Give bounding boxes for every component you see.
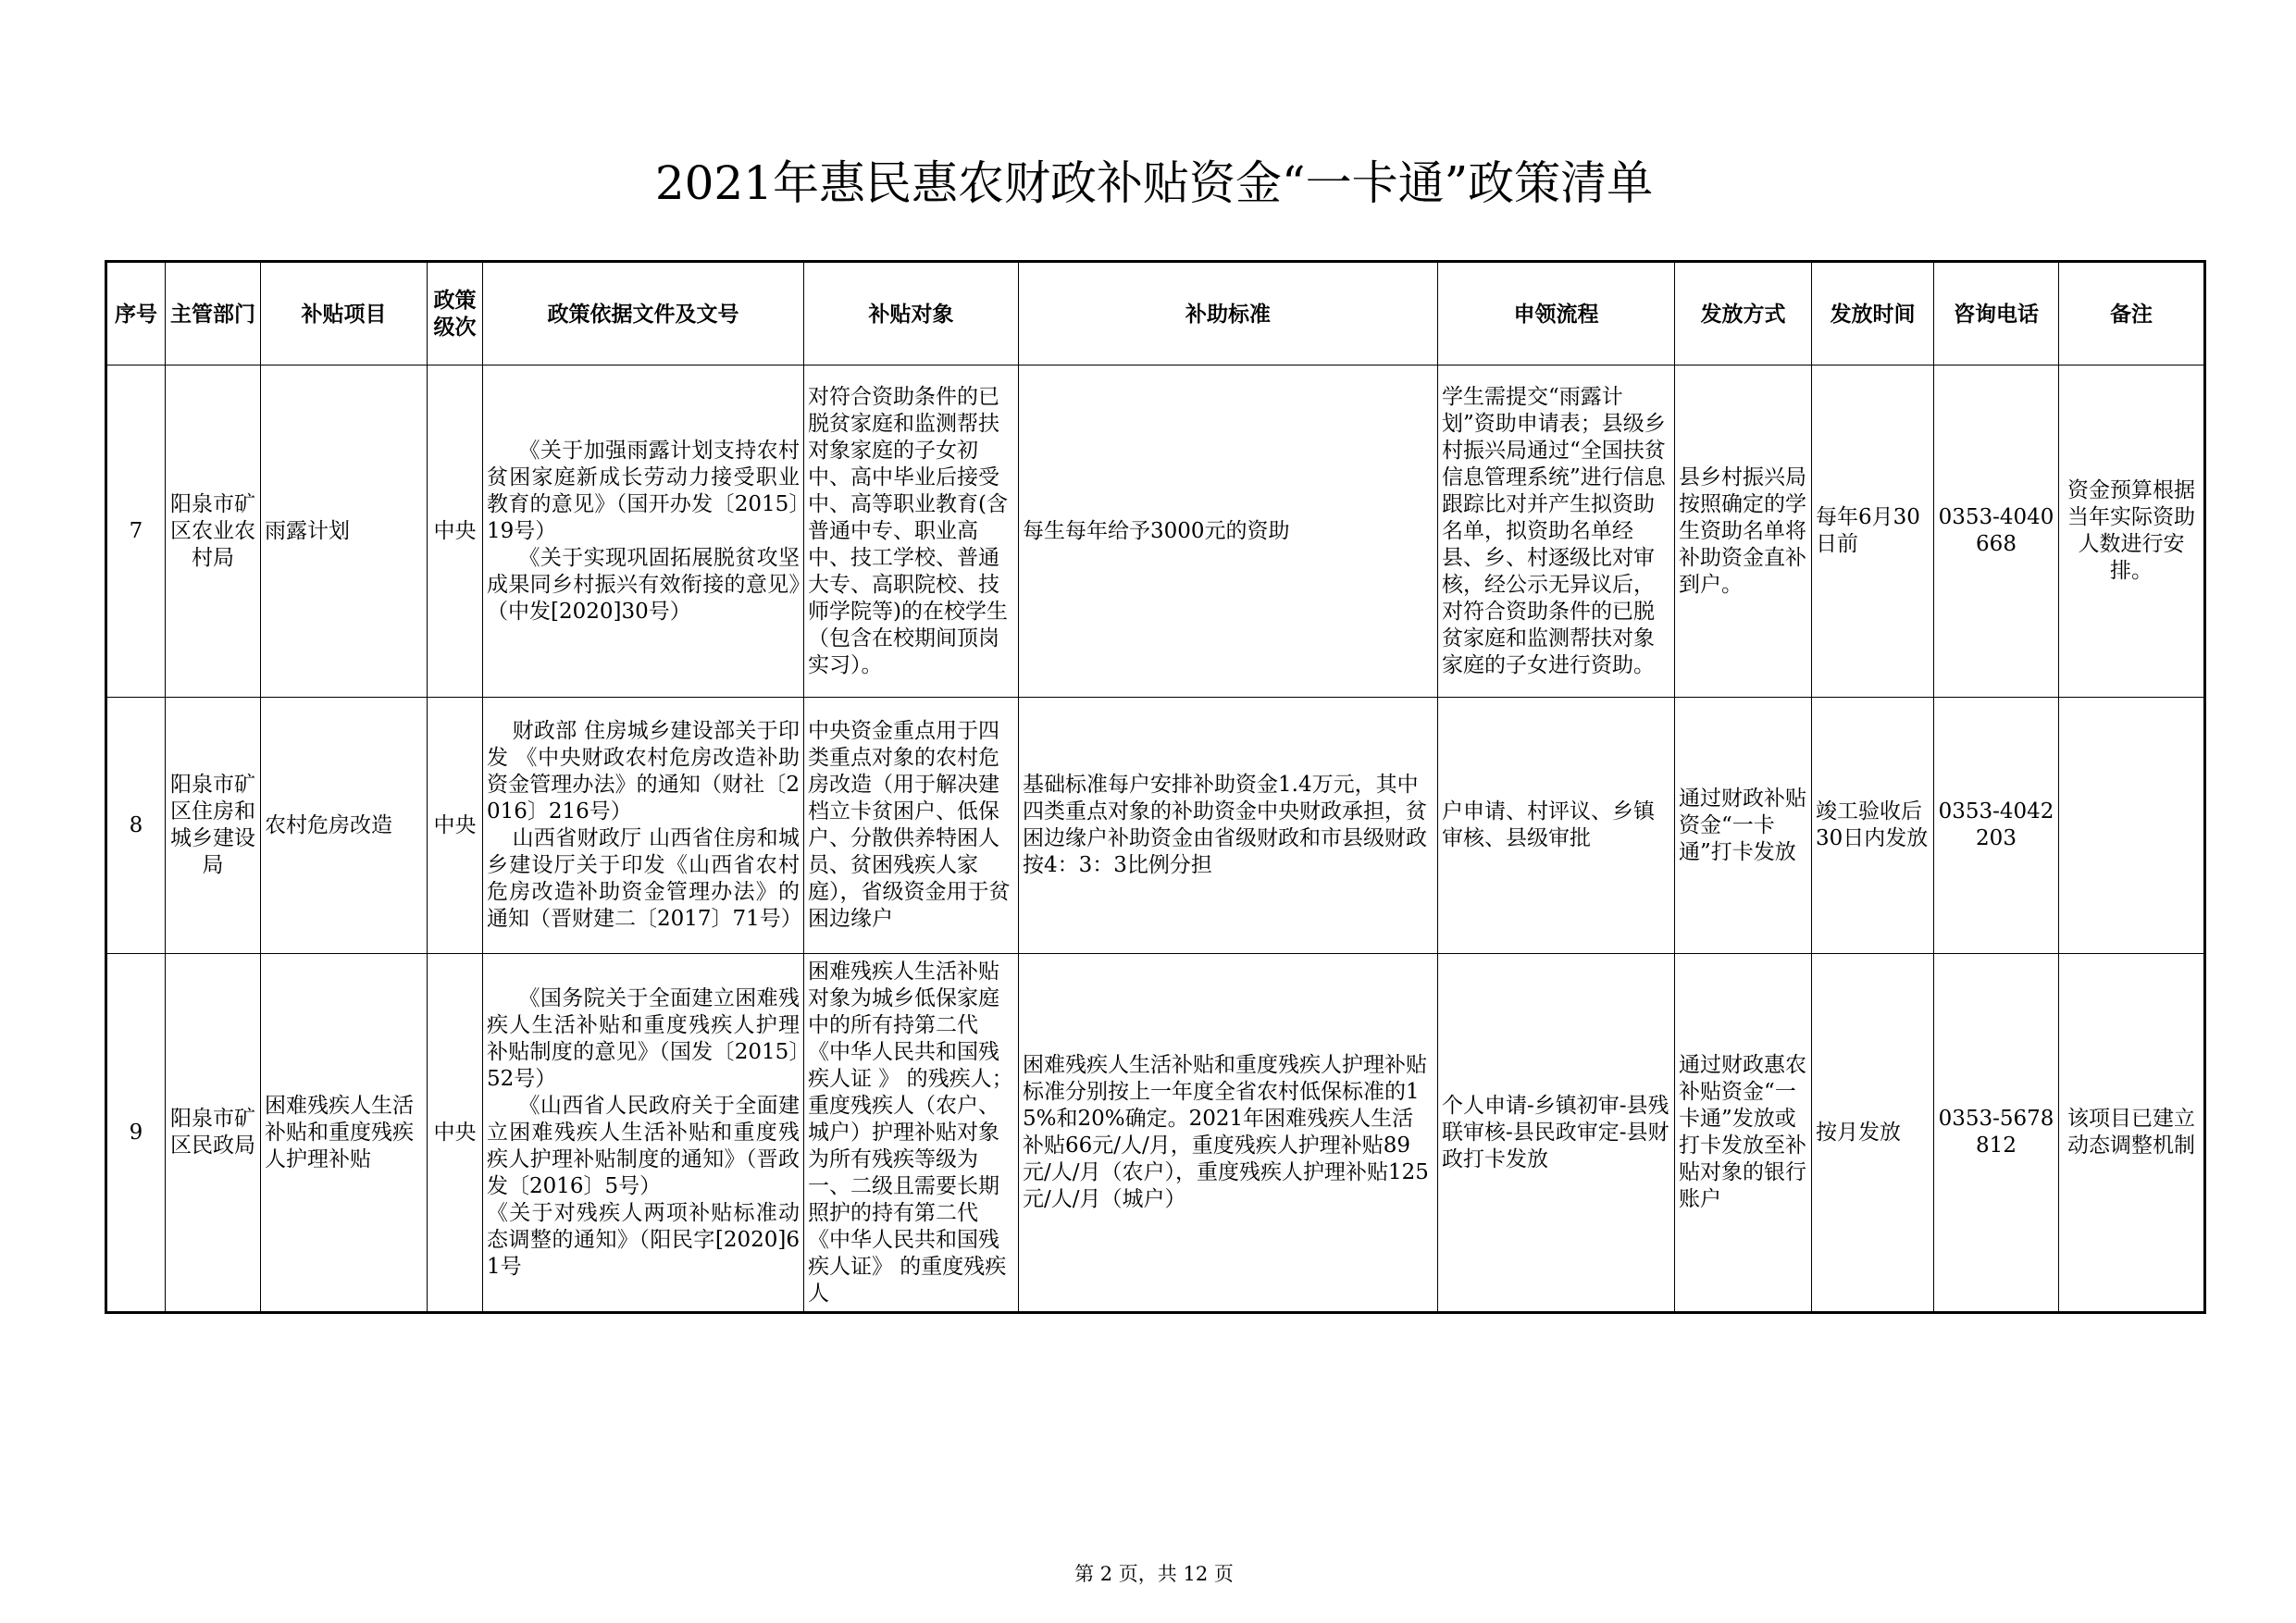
project-cell: 雨露计划 — [261, 365, 428, 698]
target-cell: 对符合资助条件的已脱贫家庭和监测帮扶对象家庭的子女初中、高中毕业后接受中、高等职业教育(含普通中专、职业高中、技工学校、普通大专、高职院校、技师学院等)的在校学生（包含在校期间顶岗实习）。 — [804, 365, 1019, 698]
target-cell: 中央资金重点用于四类重点对象的农村危房改造（用于解决建档立卡贫困户、低保户、分散供养特困人员、贫困残疾人家庭），省级资金用于贫困边缘户 — [804, 698, 1019, 954]
time-cell: 按月发放 — [1812, 954, 1934, 1313]
department-cell: 阳泉市矿区民政局 — [166, 954, 261, 1313]
header-project: 补贴项目 — [261, 262, 428, 365]
policy-table — [105, 260, 2206, 1314]
policy-doc: 《山西省人民政府关于全面建立困难残疾人生活补贴和重度残疾人护理补贴制度的通知》（晋政发〔2016〕5号） — [487, 1093, 800, 1198]
remark-cell: 该项目已建立动态调整机制 — [2059, 954, 2205, 1313]
table-header-row — [106, 262, 2205, 365]
header-remark: 备注 — [2059, 262, 2205, 365]
level-cell: 中央 — [428, 954, 483, 1313]
policy-doc: 财政部 住房城乡建设部关于印发 《中央财政农村危房改造补助资金管理办法》的通知（财社〔2016〕216号） — [487, 719, 800, 824]
policy-doc: 《关于对残疾人两项补贴标准动态调整的通知》（阳民字[2020]61号 — [487, 1200, 800, 1279]
header-department: 主管部门 — [166, 262, 261, 365]
policy-doc: 山西省财政厅 山西省住房和城乡建设厅关于印发《山西省农村危房改造补助资金管理办法》的通知（晋财建二〔2017〕71号） — [487, 826, 802, 931]
standard-cell: 基础标准每户安排补助资金1.4万元，其中四类重点对象的补助资金中央财政承担，贫困边缘户补助资金由省级财政和市县级财政按4：3：3比例分担 — [1019, 698, 1438, 954]
policy-doc: 《关于实现巩固拓展脱贫攻坚成果同乡村振兴有效衔接的意见》（中发[2020]30号） — [487, 545, 800, 624]
method-cell: 通过财政补贴资金“一卡通”打卡发放 — [1675, 698, 1812, 954]
policy-doc: 《国务院关于全面建立困难残疾人生活补贴和重度残疾人护理补贴制度的意见》（国发〔2015〕52号） — [487, 985, 800, 1091]
standard-cell: 困难残疾人生活补贴和重度残疾人护理补贴标准分别按上一年度全省农村低保标准的15%和20%确定。2021年困难残疾人生活补贴66元/人/月，重度残疾人护理补贴89元/人/月（农户），重度残疾人护理补贴125元/人/月（城户） — [1019, 954, 1438, 1313]
department-cell: 阳泉市矿区住房和城乡建设局 — [166, 698, 261, 954]
time-cell: 每年6月30日前 — [1812, 365, 1934, 698]
header-target: 补贴对象 — [804, 262, 1019, 365]
page-footer: 第 2 页，共 12 页 — [1074, 1563, 1234, 1585]
seq-cell: 8 — [106, 698, 166, 954]
page-title: 2021年惠民惠农财政补贴资金“一卡通”政策清单 — [654, 156, 1654, 210]
level-cell: 中央 — [428, 365, 483, 698]
header-policy: 政策依据文件及文号 — [483, 262, 804, 365]
procedure-cell: 户申请、村评议、乡镇审核、县级审批 — [1438, 698, 1675, 954]
policy-cell — [483, 365, 804, 698]
procedure-cell: 学生需提交“雨露计划”资助申请表；县级乡村振兴局通过“全国扶贫信息管理系统”进行信息跟踪比对并产生拟资助名单，拟资助名单经县、乡、村逐级比对审核，经公示无异议后，对符合资助条件的已脱贫家庭和监测帮扶对象家庭的子女进行资助。 — [1438, 365, 1675, 698]
phone-cell: 0353-5678812 — [1934, 954, 2059, 1313]
header-seq: 序号 — [106, 262, 166, 365]
remark-cell — [2059, 698, 2205, 954]
procedure-cell: 个人申请-乡镇初审-县残联审核-县民政审定-县财政打卡发放 — [1438, 954, 1675, 1313]
seq-cell: 9 — [106, 954, 166, 1313]
level-cell: 中央 — [428, 698, 483, 954]
phone-cell: 0353-4042203 — [1934, 698, 2059, 954]
header-level: 政策级次 — [428, 262, 483, 365]
standard-cell: 每生每年给予3000元的资助 — [1019, 365, 1438, 698]
header-procedure: 申领流程 — [1438, 262, 1675, 365]
seq-cell: 7 — [106, 365, 166, 698]
department-cell: 阳泉市矿区农业农村局 — [166, 365, 261, 698]
policy-cell — [483, 698, 804, 954]
remark-cell: 资金预算根据当年实际资助人数进行安排。 — [2059, 365, 2205, 698]
time-cell: 竣工验收后30日内发放 — [1812, 698, 1934, 954]
project-cell: 困难残疾人生活补贴和重度残疾人护理补贴 — [261, 954, 428, 1313]
header-time: 发放时间 — [1812, 262, 1934, 365]
header-phone: 咨询电话 — [1934, 262, 2059, 365]
phone-cell: 0353-4040668 — [1934, 365, 2059, 698]
table-row — [106, 954, 2205, 1313]
project-cell: 农村危房改造 — [261, 698, 428, 954]
method-cell: 通过财政惠农补贴资金“一卡通”发放或打卡发放至补贴对象的银行账户 — [1675, 954, 1812, 1313]
method-cell: 县乡村振兴局按照确定的学生资助名单将补助资金直补到户。 — [1675, 365, 1812, 698]
policy-cell — [483, 954, 804, 1313]
header-standard: 补助标准 — [1019, 262, 1438, 365]
target-cell: 困难残疾人生活补贴对象为城乡低保家庭中的所有持第二代 《中华人民共和国残疾人证 》 的残疾人；重度残疾人（农户、城户）护理补贴对象为所有残疾等级为一、二级且需要长期照护的持有第二代 《中华人民共和国残疾人证》 的重度残疾人 — [804, 954, 1019, 1313]
policy-doc: 《关于加强雨露计划支持农村贫困家庭新成长劳动力接受职业教育的意见》（国开办发〔2015〕19号） — [487, 438, 800, 543]
header-method: 发放方式 — [1675, 262, 1812, 365]
table-row — [106, 365, 2205, 698]
table-row — [106, 698, 2205, 954]
